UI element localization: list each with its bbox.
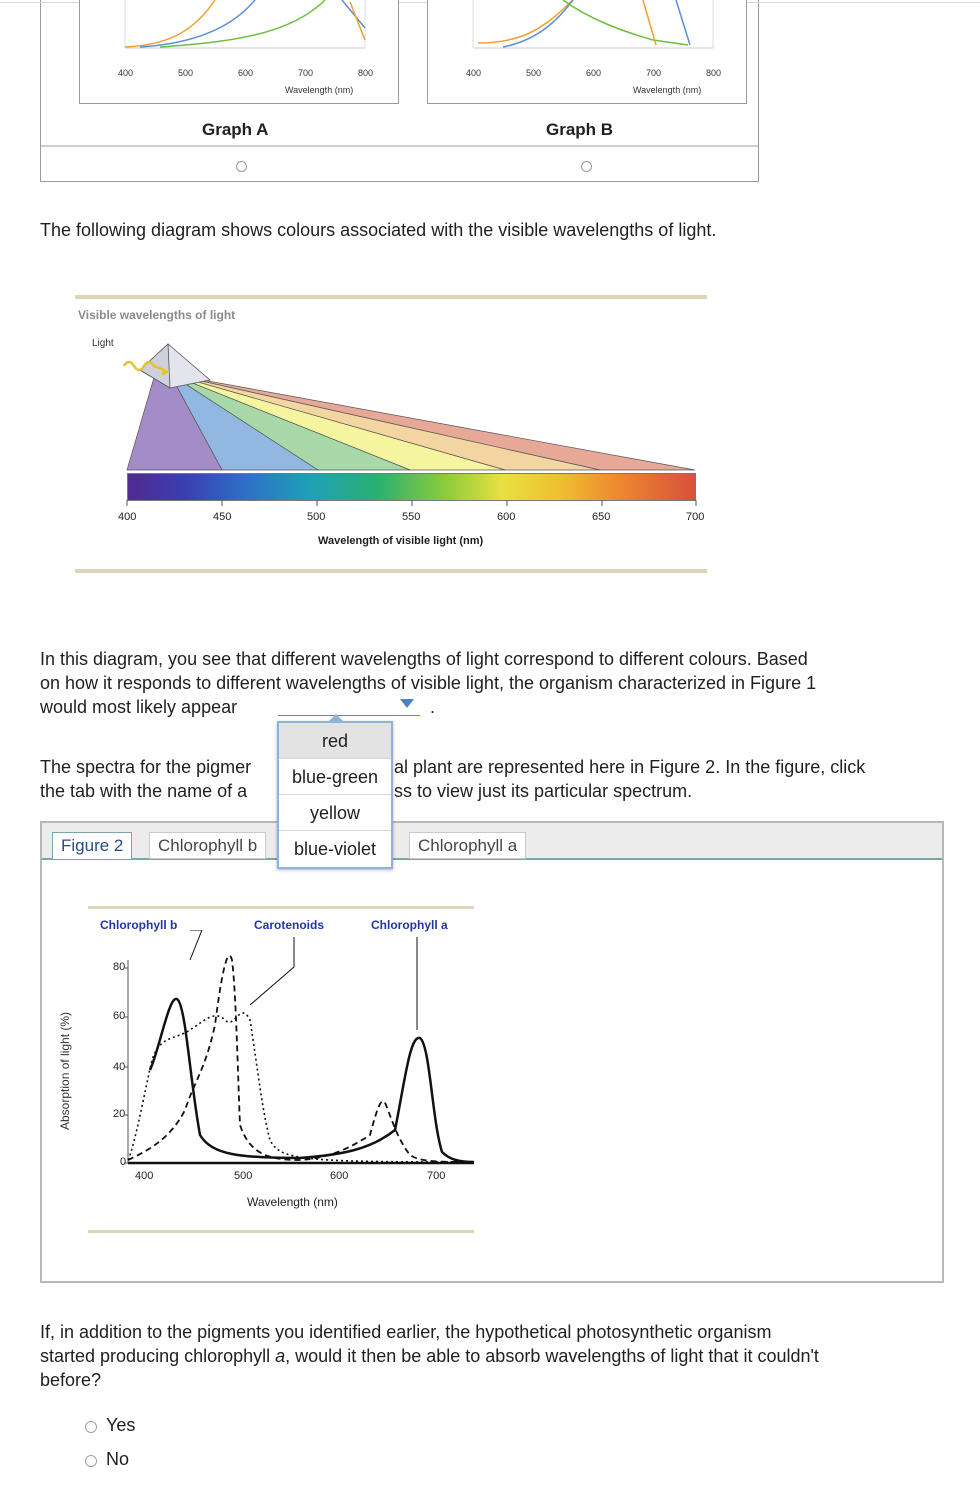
graph-b-tick: 700	[646, 68, 662, 78]
figure2-ytick: 60	[113, 1010, 126, 1022]
q3-line: before?	[40, 1370, 102, 1390]
graph-b-xlabel: Wavelength (nm)	[633, 85, 702, 95]
graph-b-tick: 400	[466, 68, 482, 78]
light-label: Light	[92, 338, 114, 349]
graph-a-red-curve	[342, 0, 365, 28]
q1-line: on how it responds to different wavelengths of visible light, the organism characterized in Figure 1	[40, 673, 817, 693]
radio-no[interactable]	[85, 1455, 97, 1467]
radio-yes[interactable]	[85, 1421, 97, 1433]
graph-a-tick: 800	[358, 68, 374, 78]
graph-a-title: Graph A	[202, 120, 269, 139]
figure2-ytick: 0	[120, 1156, 127, 1168]
figure2-xtick: 400	[135, 1170, 154, 1182]
graph-b-title: Graph B	[546, 120, 614, 139]
graph-b-frame[interactable]	[427, 0, 747, 104]
label-carotenoids: Carotenoids	[254, 918, 325, 932]
spectrum-ticks	[120, 500, 710, 508]
graph-a-frame[interactable]	[79, 0, 399, 104]
graph-a-tick: 600	[238, 68, 254, 78]
q2-line-start: The spectra for the pigmer	[40, 757, 252, 777]
option-yes-label[interactable]: Yes	[106, 1415, 136, 1435]
q2-line-end: al plant are represented here in Figure 2. In the figure, click	[394, 757, 866, 777]
q3-italic: a	[275, 1346, 286, 1366]
chlorophyll-a-curve	[150, 999, 474, 1162]
figure2-ylabel: Absorption of light (%)	[58, 1011, 72, 1130]
spectrum-tick: 500	[307, 511, 326, 523]
graph-choice-divider	[41, 145, 758, 147]
option-blue-green[interactable]: blue-green	[279, 759, 391, 795]
graph-b-tick: 600	[586, 68, 602, 78]
q3-line	[40, 1344, 819, 1368]
tab-chlorophyll-a[interactable]: Chlorophyll a	[409, 832, 526, 859]
graph-b-blue-curve	[503, 0, 573, 47]
q1-dropdown-menu[interactable]	[277, 721, 393, 869]
spectrum-bottom-rule	[75, 569, 707, 573]
graph-b-blue-curve-2	[676, 0, 690, 45]
option-red[interactable]: red	[279, 723, 391, 759]
spectrum-tick: 400	[118, 511, 137, 523]
carotenoids-curve	[128, 1013, 474, 1162]
absorption-spectra-plot	[0, 930, 980, 1175]
q1-period: .	[430, 697, 436, 717]
carotenoids-leader	[250, 937, 294, 1005]
graph-a-orange-curve-2	[350, 2, 365, 40]
graph-a-orange-curve	[125, 0, 215, 47]
figure2-bottom-rule	[88, 1230, 474, 1233]
graph-b-orange-curve	[478, 0, 573, 43]
spectrum-top-rule	[75, 295, 707, 299]
spectrum-tick: 450	[213, 511, 232, 523]
q2-line-end: ss to view just its particular spectrum.	[394, 781, 693, 801]
figure2-xlabel: Wavelength (nm)	[247, 1195, 338, 1209]
figure2-ytick: 20	[113, 1108, 126, 1120]
q3-line: If, in addition to the pigments you identified earlier, the hypothetical photosynthetic organism	[40, 1322, 772, 1342]
spectrum-tick: 550	[402, 511, 421, 523]
graph-b-radio[interactable]	[581, 161, 592, 172]
tab-figure-2[interactable]: Figure 2	[52, 832, 132, 859]
spectrum-bar	[127, 473, 696, 501]
graph-a-xlabel: Wavelength (nm)	[285, 85, 354, 95]
q1-line: would most likely appear	[40, 697, 238, 717]
graph-a-tick: 700	[298, 68, 314, 78]
figure2-xtick: 600	[330, 1170, 349, 1182]
chl-b-leader	[190, 930, 202, 960]
chlorophyll-b-curve	[128, 956, 474, 1162]
spectrum-tick: 700	[686, 511, 705, 523]
graph-a-radio[interactable]	[236, 161, 247, 172]
tab-chlorophyll-b[interactable]: Chlorophyll b	[149, 832, 266, 859]
label-chlorophyll-a: Chlorophyll a	[371, 918, 448, 932]
graph-b-green-curve	[563, 0, 688, 45]
chevron-down-icon[interactable]	[400, 699, 414, 708]
q3-line-part: , would it then be able to absorb wavelengths of light that it couldn't	[285, 1346, 819, 1366]
figure2-ytick: 80	[113, 961, 126, 973]
option-yellow[interactable]: yellow	[279, 795, 391, 831]
graph-b-tick: 500	[526, 68, 542, 78]
graph-a-tick: 500	[178, 68, 194, 78]
graph-a-blue-curve	[140, 0, 255, 47]
graph-a-tick: 400	[118, 68, 134, 78]
spectrum-title: Visible wavelengths of light	[78, 308, 236, 322]
spectrum-tick: 600	[497, 511, 516, 523]
figure2-ytick: 40	[113, 1061, 126, 1073]
option-blue-violet[interactable]: blue-violet	[293, 839, 377, 859]
q2-line-start: the tab with the name of a	[40, 781, 248, 801]
intro-text: The following diagram shows colours associated with the visible wavelengths of light.	[40, 220, 717, 240]
figure2-xtick: 500	[234, 1170, 253, 1182]
graph-b-tick: 800	[706, 68, 722, 78]
option-no-label[interactable]: No	[106, 1449, 130, 1469]
label-chlorophyll-b: Chlorophyll b	[100, 918, 178, 932]
q1-answer-select[interactable]	[278, 694, 420, 716]
figure2-top-rule	[88, 906, 474, 909]
dropdown-caret-icon	[329, 714, 343, 721]
q3-line-part: started producing chlorophyll	[40, 1346, 276, 1366]
spectrum-axis-label: Wavelength of visible light (nm)	[318, 535, 484, 547]
q1-line: In this diagram, you see that different wavelengths of light correspond to different colours. Based	[40, 649, 808, 669]
figure2-xtick: 700	[427, 1170, 446, 1182]
spectrum-tick: 650	[592, 511, 611, 523]
